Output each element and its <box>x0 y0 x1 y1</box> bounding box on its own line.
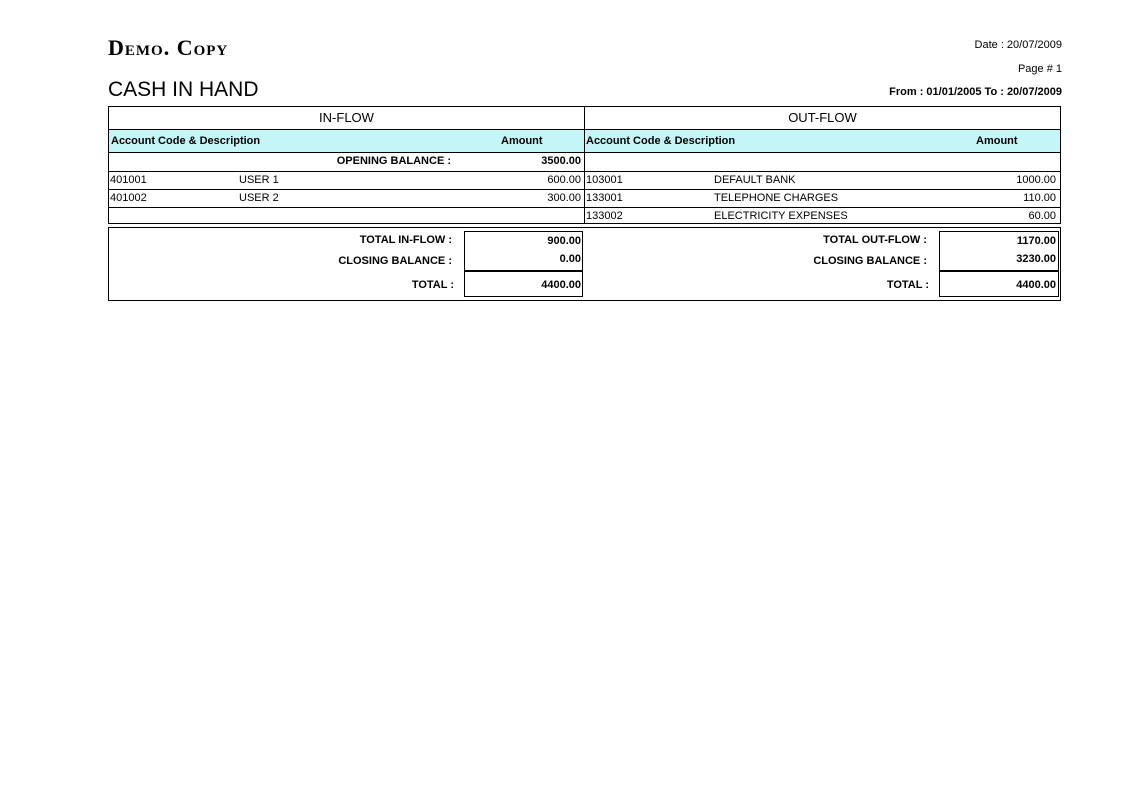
row-divider <box>109 129 1060 130</box>
inflow-row-code: 401001 <box>110 174 147 186</box>
inflow-row-desc: USER 1 <box>239 174 279 186</box>
inflow-grand-total-value: 4400.00 <box>541 279 581 291</box>
totals-section <box>108 227 1061 301</box>
inflow-amount-header: Amount <box>501 135 543 147</box>
outflow-totals-rule <box>939 270 1059 272</box>
outflow-grand-total-value: 4400.00 <box>1016 279 1056 291</box>
total-outflow-label: TOTAL OUT-FLOW : <box>823 234 927 246</box>
outflow-row-code: 133002 <box>586 210 623 222</box>
report-period: From : 01/01/2005 To : 20/07/2009 <box>889 86 1062 98</box>
inflow-row-amount: 600.00 <box>547 174 581 186</box>
inflow-row-amount: 300.00 <box>547 192 581 204</box>
report-date: Date : 20/07/2009 <box>974 39 1062 51</box>
cashflow-table <box>108 106 1061 224</box>
inflow-closing-balance-value: 0.00 <box>559 253 581 265</box>
outflow-amount-header: Amount <box>976 135 1018 147</box>
outflow-grand-total-label: TOTAL : <box>886 279 929 291</box>
row-divider <box>109 207 1060 208</box>
demo-copy-watermark: Demo. Copy <box>108 35 229 60</box>
inflow-heading: IN-FLOW <box>319 110 374 125</box>
inflow-row-code: 401002 <box>110 192 147 204</box>
opening-balance-label: OPENING BALANCE : <box>336 155 451 167</box>
total-inflow-value: 900.00 <box>547 235 581 247</box>
outflow-heading: OUT-FLOW <box>788 110 857 125</box>
inflow-row-desc: USER 2 <box>239 192 279 204</box>
outflow-row-amount: 60.00 <box>1028 210 1056 222</box>
inflow-account-header: Account Code & Description <box>111 135 261 147</box>
outflow-closing-balance-value: 3230.00 <box>1016 253 1056 265</box>
total-outflow-value: 1170.00 <box>1016 235 1056 247</box>
outflow-row-code: 103001 <box>586 174 623 186</box>
inflow-closing-balance-label: CLOSING BALANCE : <box>338 255 452 267</box>
page-number: Page # 1 <box>1017 63 1062 75</box>
row-divider <box>109 171 1060 172</box>
outflow-row-code: 133001 <box>586 192 623 204</box>
outflow-row-desc: TELEPHONE CHARGES <box>714 192 839 204</box>
row-divider <box>109 189 1060 190</box>
report-title: CASH IN HAND <box>108 78 259 101</box>
total-inflow-label: TOTAL IN-FLOW : <box>359 234 452 246</box>
inflow-grand-total-label: TOTAL : <box>411 279 454 291</box>
inflow-totals-rule <box>464 270 583 272</box>
row-divider <box>109 152 1060 153</box>
outflow-row-amount: 110.00 <box>1023 192 1056 204</box>
opening-balance-value: 3500.00 <box>541 155 581 167</box>
outflow-row-amount: 1000.00 <box>1016 174 1056 186</box>
outflow-account-header: Account Code & Description <box>586 135 736 147</box>
outflow-row-desc: DEFAULT BANK <box>714 174 796 186</box>
outflow-closing-balance-label: CLOSING BALANCE : <box>813 255 927 267</box>
outflow-row-desc: ELECTRICITY EXPENSES <box>714 210 848 222</box>
